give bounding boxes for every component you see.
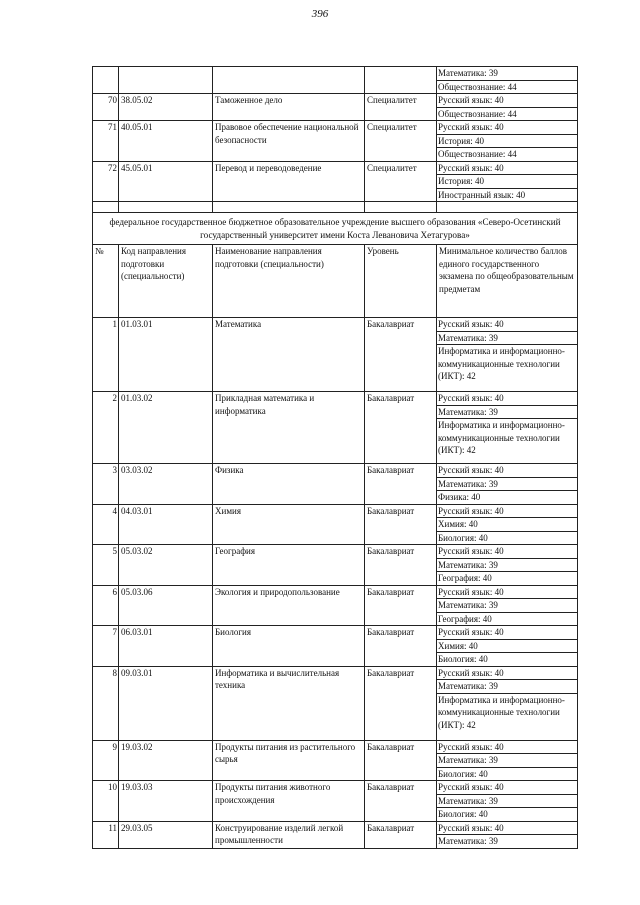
row-exams <box>437 464 578 505</box>
row-number: 70 <box>93 94 119 121</box>
row-level: Бакалавриат <box>365 318 437 392</box>
row-number: 10 <box>93 781 119 822</box>
organization-name: федеральное государственное бюджетное образовательное учреждение высшего образования «Северо-Осетинский государственный университет имени Коста Левановича Хетагурова» <box>93 213 578 245</box>
admission-table <box>92 66 578 849</box>
row-level: Бакалавриат <box>365 392 437 464</box>
row-code: 19.03.03 <box>119 781 213 822</box>
exam-entry: Математика: 39 <box>437 332 577 346</box>
exam-entry: Физика: 40 <box>438 492 481 502</box>
row-code: 04.03.01 <box>119 504 213 545</box>
exam-entry: Математика: 39 <box>437 599 577 613</box>
table-row <box>93 161 578 202</box>
header-row <box>93 245 578 318</box>
row-code: 45.05.01 <box>119 161 213 202</box>
row-name: Прикладная математика и информатика <box>213 392 365 464</box>
exam-entry: Обществознание: 44 <box>438 149 517 159</box>
row-code: 38.05.02 <box>119 94 213 121</box>
exam-entry: Математика: 39 <box>437 754 577 768</box>
exam-entry: Математика: 39 <box>438 836 498 846</box>
exam-entry: Обществознание: 44 <box>438 108 517 119</box>
exam-entry: Русский язык: 40 <box>437 392 577 406</box>
row-code: 40.05.01 <box>119 121 213 162</box>
row-name: Правовое обеспечение национальной безопасности <box>213 121 365 162</box>
exam-entry: Русский язык: 40 <box>437 545 577 559</box>
row-number: 5 <box>93 545 119 586</box>
header-exams: Минимальное количество баллов единого государственного экзамена по общеобразовательным предметам <box>437 245 578 318</box>
row-name: Физика <box>213 464 365 505</box>
row-code: 06.03.01 <box>119 626 213 667</box>
exam-entry: Русский язык: 40 <box>437 781 577 795</box>
row-name: Продукты питания животного происхождения <box>213 781 365 822</box>
exam-entry: Биология: 40 <box>438 654 488 664</box>
exam-entry: Информатика и информационно-коммуникационные технологии (ИКТ): 42 <box>438 346 565 381</box>
row-number: 1 <box>93 318 119 392</box>
table-row <box>93 781 578 822</box>
row-code: 09.03.01 <box>119 666 213 740</box>
exam-entry: Русский язык: 40 <box>437 586 577 600</box>
main-rows <box>93 318 578 849</box>
row-exams <box>437 161 578 202</box>
row-number: 4 <box>93 504 119 545</box>
exam-entry: Русский язык: 40 <box>437 505 577 519</box>
table-row <box>93 504 578 545</box>
row-name: Биология <box>213 626 365 667</box>
row-code <box>119 67 213 94</box>
row-level: Бакалавриат <box>365 740 437 781</box>
exam-entry: Русский язык: 40 <box>437 667 577 681</box>
exam-entry: Биология: 40 <box>438 809 488 819</box>
row-level: Бакалавриат <box>365 545 437 586</box>
exam-entry: Информатика и информационно-коммуникационные технологии (ИКТ): 42 <box>438 694 565 730</box>
row-name: География <box>213 545 365 586</box>
table-row <box>93 464 578 505</box>
table-row <box>93 121 578 162</box>
header-num: № <box>93 245 119 318</box>
row-number: 2 <box>93 392 119 464</box>
table-row <box>93 821 578 848</box>
exam-entry: Русский язык: 40 <box>437 318 577 332</box>
row-exams <box>437 626 578 667</box>
row-code: 03.03.02 <box>119 464 213 505</box>
exam-entry: Русский язык: 40 <box>437 741 577 755</box>
row-code: 05.03.06 <box>119 585 213 626</box>
row-exams <box>437 67 578 94</box>
header-code: Код направления подготовки (специальности) <box>119 245 213 318</box>
row-name: Конструирование изделий легкой промышленности <box>213 821 365 848</box>
exam-entry: Обществознание: 44 <box>438 81 517 92</box>
table-row <box>93 318 578 392</box>
row-number: 8 <box>93 666 119 740</box>
row-code: 01.03.02 <box>119 392 213 464</box>
exam-entry: Иностранный язык: 40 <box>438 189 526 200</box>
exam-entry: Химия: 40 <box>437 640 577 654</box>
row-name: Математика <box>213 318 365 392</box>
row-exams <box>437 504 578 545</box>
row-name: Таможенное дело <box>213 94 365 121</box>
exam-entry: Химия: 40 <box>437 518 577 532</box>
row-code: 29.03.05 <box>119 821 213 848</box>
row-number: 72 <box>93 161 119 202</box>
row-code: 01.03.01 <box>119 318 213 392</box>
row-exams <box>437 94 578 121</box>
organization-row <box>93 213 578 245</box>
exam-entry: Математика: 39 <box>437 406 577 420</box>
exam-entry: Информатика и информационно-коммуникационные технологии (ИКТ): 42 <box>438 420 565 455</box>
row-level: Бакалавриат <box>365 626 437 667</box>
row-code: 19.03.02 <box>119 740 213 781</box>
row-number: 3 <box>93 464 119 505</box>
row-number <box>93 67 119 94</box>
header-level: Уровень <box>365 245 437 318</box>
table-row <box>93 585 578 626</box>
exam-entry: Математика: 39 <box>437 67 577 81</box>
row-exams <box>437 740 578 781</box>
row-level: Специалитет <box>365 121 437 162</box>
exam-entry: Русский язык: 40 <box>437 626 577 640</box>
row-exams <box>437 121 578 162</box>
row-level: Бакалавриат <box>365 504 437 545</box>
header-name: Наименование направления подготовки (специальности) <box>213 245 365 318</box>
row-level: Бакалавриат <box>365 585 437 626</box>
row-level <box>365 67 437 94</box>
exam-entry: География: 40 <box>438 573 492 583</box>
row-level: Бакалавриат <box>365 821 437 848</box>
table-row <box>93 94 578 121</box>
exam-entry: Математика: 39 <box>437 559 577 573</box>
table-row <box>93 392 578 464</box>
row-level: Бакалавриат <box>365 781 437 822</box>
row-exams <box>437 318 578 392</box>
exam-entry: Биология: 40 <box>438 532 488 543</box>
document-sheet <box>92 66 577 849</box>
exam-entry: Русский язык: 40 <box>437 94 577 108</box>
exam-entry: Математика: 39 <box>437 478 577 492</box>
page-number: 396 <box>311 8 329 20</box>
row-exams <box>437 392 578 464</box>
row-level: Специалитет <box>365 94 437 121</box>
row-name: Перевод и переводоведение <box>213 161 365 202</box>
exam-entry: Математика: 39 <box>437 680 577 694</box>
row-number: 11 <box>93 821 119 848</box>
exam-entry: География: 40 <box>438 613 492 624</box>
spacer-row <box>93 202 578 213</box>
row-level: Бакалавриат <box>365 666 437 740</box>
row-number: 9 <box>93 740 119 781</box>
table-row <box>93 545 578 586</box>
exam-entry: Русский язык: 40 <box>437 464 577 478</box>
row-name <box>213 67 365 94</box>
row-name: Химия <box>213 504 365 545</box>
table-row <box>93 666 578 740</box>
exam-entry: Биология: 40 <box>438 768 488 779</box>
row-number: 71 <box>93 121 119 162</box>
row-level: Специалитет <box>365 161 437 202</box>
table-row <box>93 67 578 94</box>
exam-entry: История: 40 <box>437 175 577 189</box>
exam-entry: Русский язык: 40 <box>437 121 577 135</box>
row-exams <box>437 666 578 740</box>
exam-entry: Русский язык: 40 <box>437 162 577 176</box>
row-exams <box>437 781 578 822</box>
exam-entry: Русский язык: 40 <box>437 822 577 836</box>
row-exams <box>437 585 578 626</box>
row-name: Продукты питания из растительного сырья <box>213 740 365 781</box>
top-rows <box>93 67 578 202</box>
exam-entry: История: 40 <box>437 135 577 149</box>
row-exams <box>437 821 578 848</box>
row-number: 6 <box>93 585 119 626</box>
row-level: Бакалавриат <box>365 464 437 505</box>
row-exams <box>437 545 578 586</box>
table-row <box>93 626 578 667</box>
row-code: 05.03.02 <box>119 545 213 586</box>
exam-entry: Математика: 39 <box>437 795 577 809</box>
table-row <box>93 740 578 781</box>
row-name: Экология и природопользование <box>213 585 365 626</box>
row-number: 7 <box>93 626 119 667</box>
row-name: Информатика и вычислительная техника <box>213 666 365 740</box>
